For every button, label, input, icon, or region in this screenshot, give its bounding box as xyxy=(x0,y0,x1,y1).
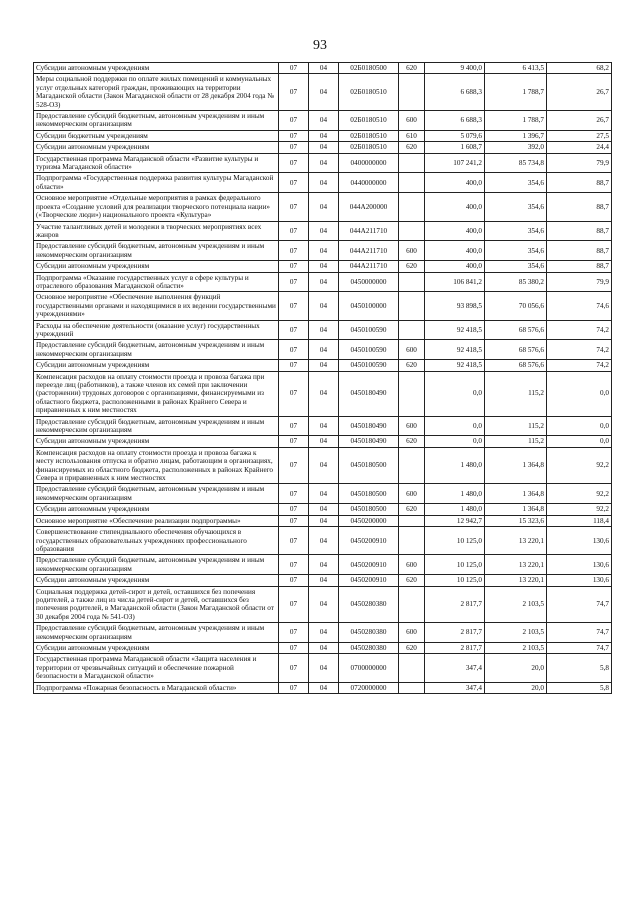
row-name: Субсидии автономным учреждениям xyxy=(34,436,279,447)
table-row xyxy=(34,575,612,586)
executed-amount: 115,2 xyxy=(485,436,547,447)
section-code: 07 xyxy=(279,193,309,221)
target-article-code: 0700000000 xyxy=(339,654,399,682)
executed-amount: 85 380,2 xyxy=(485,272,547,292)
executed-amount: 70 056,6 xyxy=(485,292,547,320)
section-code: 07 xyxy=(279,642,309,653)
planned-amount: 9 400,0 xyxy=(425,63,485,74)
row-name: Основное мероприятие «Обеспечение реализации подпрограммы» xyxy=(34,515,279,526)
executed-amount: 2 103,5 xyxy=(485,642,547,653)
row-name: Предоставление субсидий бюджетным, автономным учреждениям и иным некоммерческим организациям xyxy=(34,555,279,575)
table-row xyxy=(34,340,612,360)
table-row xyxy=(34,153,612,173)
section-code: 07 xyxy=(279,371,309,416)
execution-percent: 0,0 xyxy=(547,436,612,447)
subsection-code: 04 xyxy=(309,416,339,436)
execution-percent: 79,9 xyxy=(547,153,612,173)
row-name: Подпрограмма «Оказание государственных услуг в сфере культуры и отраслевого образования Магаданской области» xyxy=(34,272,279,292)
subsection-code: 04 xyxy=(309,130,339,141)
executed-amount: 354,6 xyxy=(485,221,547,241)
execution-percent: 5,8 xyxy=(547,682,612,693)
planned-amount: 107 241,2 xyxy=(425,153,485,173)
execution-percent: 88,7 xyxy=(547,261,612,272)
subsection-code: 04 xyxy=(309,272,339,292)
subsection-code: 04 xyxy=(309,74,339,111)
subsection-code: 04 xyxy=(309,292,339,320)
target-article-code: 02Б0180510 xyxy=(339,130,399,141)
table-row xyxy=(34,320,612,340)
row-name: Основное мероприятие «Отдельные мероприятия в рамках федерального проекта «Создание условий для реализации творческого потенциала нации» («Творческие люди») национального проекта «Культура» xyxy=(34,193,279,221)
execution-percent: 79,9 xyxy=(547,272,612,292)
section-code: 07 xyxy=(279,515,309,526)
execution-percent: 74,6 xyxy=(547,292,612,320)
table-row xyxy=(34,436,612,447)
section-code: 07 xyxy=(279,654,309,682)
planned-amount: 92 418,5 xyxy=(425,340,485,360)
section-code: 07 xyxy=(279,527,309,555)
planned-amount: 1 480,0 xyxy=(425,504,485,515)
target-article-code: 0450180490 xyxy=(339,371,399,416)
executed-amount: 1 364,8 xyxy=(485,504,547,515)
subsection-code: 04 xyxy=(309,371,339,416)
target-article-code: 02Б0180510 xyxy=(339,111,399,131)
planned-amount: 400,0 xyxy=(425,193,485,221)
table-row xyxy=(34,241,612,261)
execution-percent: 68,2 xyxy=(547,63,612,74)
execution-percent: 26,7 xyxy=(547,111,612,131)
subsection-code: 04 xyxy=(309,484,339,504)
expense-type-code xyxy=(399,272,425,292)
subsection-code: 04 xyxy=(309,682,339,693)
execution-percent: 24,4 xyxy=(547,142,612,153)
row-name: Компенсация расходов на оплату стоимости проезда и провоза багажа к месту использования отпуска и обратно лицам, работающим в организациях, финансируемых из областного бюджета, расположенных в районах Крайнего Севера и приравненных к ним местностях xyxy=(34,447,279,484)
row-name: Социальная поддержка детей-сирот и детей, оставшихся без попечения родителей, а также лиц из числа детей-сирот и детей, оставшихся без попечения родителей, в Магаданской области (Закон Магаданской области от 30 декабря 2004 года № 541-ОЗ) xyxy=(34,586,279,623)
execution-percent: 92,2 xyxy=(547,504,612,515)
expense-type-code: 620 xyxy=(399,142,425,153)
executed-amount: 1 364,8 xyxy=(485,484,547,504)
expense-type-code xyxy=(399,371,425,416)
expense-type-code xyxy=(399,74,425,111)
planned-amount: 0,0 xyxy=(425,371,485,416)
row-name: Субсидии бюджетным учреждениям xyxy=(34,130,279,141)
row-name: Участие талантливых детей и молодежи в творческих мероприятиях всех жанров xyxy=(34,221,279,241)
target-article-code: 0450100590 xyxy=(339,340,399,360)
expense-type-code xyxy=(399,527,425,555)
execution-percent: 74,2 xyxy=(547,320,612,340)
subsection-code: 04 xyxy=(309,642,339,653)
target-article-code: 0450180500 xyxy=(339,504,399,515)
section-code: 07 xyxy=(279,320,309,340)
target-article-code: 0450180500 xyxy=(339,484,399,504)
planned-amount: 92 418,5 xyxy=(425,360,485,371)
expense-type-code: 600 xyxy=(399,555,425,575)
section-code: 07 xyxy=(279,447,309,484)
executed-amount: 354,6 xyxy=(485,261,547,272)
planned-amount: 1 480,0 xyxy=(425,447,485,484)
execution-percent: 118,4 xyxy=(547,515,612,526)
expense-type-code: 600 xyxy=(399,340,425,360)
executed-amount: 20,0 xyxy=(485,654,547,682)
execution-percent: 88,7 xyxy=(547,193,612,221)
row-name: Субсидии автономным учреждениям xyxy=(34,642,279,653)
section-code: 07 xyxy=(279,292,309,320)
target-article-code: 044A211710 xyxy=(339,221,399,241)
subsection-code: 04 xyxy=(309,504,339,515)
subsection-code: 04 xyxy=(309,436,339,447)
subsection-code: 04 xyxy=(309,173,339,193)
target-article-code: 02Б0180510 xyxy=(339,142,399,153)
row-name: Предоставление субсидий бюджетным, автономным учреждениям и иным некоммерческим организациям xyxy=(34,111,279,131)
execution-percent: 88,7 xyxy=(547,221,612,241)
section-code: 07 xyxy=(279,586,309,623)
executed-amount: 6 413,5 xyxy=(485,63,547,74)
expense-type-code xyxy=(399,221,425,241)
target-article-code: 0450100590 xyxy=(339,320,399,340)
execution-percent: 74,2 xyxy=(547,340,612,360)
table-row xyxy=(34,74,612,111)
expense-type-code: 620 xyxy=(399,436,425,447)
planned-amount: 0,0 xyxy=(425,436,485,447)
planned-amount: 92 418,5 xyxy=(425,320,485,340)
planned-amount: 12 942,7 xyxy=(425,515,485,526)
expense-type-code: 600 xyxy=(399,484,425,504)
target-article-code: 0450200910 xyxy=(339,575,399,586)
executed-amount: 2 103,5 xyxy=(485,586,547,623)
subsection-code: 04 xyxy=(309,360,339,371)
subsection-code: 04 xyxy=(309,654,339,682)
planned-amount: 10 125,0 xyxy=(425,555,485,575)
target-article-code: 0450100590 xyxy=(339,360,399,371)
target-article-code: 044A211710 xyxy=(339,261,399,272)
target-article-code: 02Б0180500 xyxy=(339,63,399,74)
row-name: Субсидии автономным учреждениям xyxy=(34,142,279,153)
execution-percent: 26,7 xyxy=(547,74,612,111)
expense-type-code xyxy=(399,173,425,193)
executed-amount: 68 576,6 xyxy=(485,320,547,340)
executed-amount: 354,6 xyxy=(485,241,547,261)
section-code: 07 xyxy=(279,111,309,131)
expense-type-code: 620 xyxy=(399,504,425,515)
executed-amount: 1 396,7 xyxy=(485,130,547,141)
subsection-code: 04 xyxy=(309,527,339,555)
executed-amount: 68 576,6 xyxy=(485,340,547,360)
row-name: Субсидии автономным учреждениям xyxy=(34,261,279,272)
execution-percent: 88,7 xyxy=(547,173,612,193)
table-row xyxy=(34,527,612,555)
section-code: 07 xyxy=(279,575,309,586)
planned-amount: 347,4 xyxy=(425,682,485,693)
planned-amount: 400,0 xyxy=(425,221,485,241)
planned-amount: 6 688,3 xyxy=(425,74,485,111)
row-name: Государственная программа Магаданской области «Развитие культуры и туризма Магаданской области» xyxy=(34,153,279,173)
planned-amount: 0,0 xyxy=(425,416,485,436)
executed-amount: 1 788,7 xyxy=(485,74,547,111)
executed-amount: 115,2 xyxy=(485,416,547,436)
expense-type-code: 620 xyxy=(399,575,425,586)
section-code: 07 xyxy=(279,142,309,153)
target-article-code: 0450280380 xyxy=(339,642,399,653)
section-code: 07 xyxy=(279,623,309,643)
execution-percent: 92,2 xyxy=(547,447,612,484)
executed-amount: 13 220,1 xyxy=(485,575,547,586)
row-name: Подпрограмма «Пожарная безопасность в Магаданской области» xyxy=(34,682,279,693)
expense-type-code xyxy=(399,447,425,484)
subsection-code: 04 xyxy=(309,63,339,74)
section-code: 07 xyxy=(279,241,309,261)
expense-type-code: 620 xyxy=(399,63,425,74)
subsection-code: 04 xyxy=(309,555,339,575)
subsection-code: 04 xyxy=(309,340,339,360)
subsection-code: 04 xyxy=(309,221,339,241)
section-code: 07 xyxy=(279,221,309,241)
table-row xyxy=(34,142,612,153)
executed-amount: 115,2 xyxy=(485,371,547,416)
row-name: Предоставление субсидий бюджетным, автономным учреждениям и иным некоммерческим организациям xyxy=(34,241,279,261)
row-name: Предоставление субсидий бюджетным, автономным учреждениям и иным некоммерческим организациям xyxy=(34,340,279,360)
expense-type-code: 620 xyxy=(399,642,425,653)
expense-type-code: 610 xyxy=(399,130,425,141)
row-name: Совершенствование стипендиального обеспечения обучающихся в государственных образовательных учреждениях профессионального образования xyxy=(34,527,279,555)
target-article-code: 0450200000 xyxy=(339,515,399,526)
executed-amount: 13 220,1 xyxy=(485,555,547,575)
subsection-code: 04 xyxy=(309,142,339,153)
section-code: 07 xyxy=(279,340,309,360)
planned-amount: 5 079,6 xyxy=(425,130,485,141)
subsection-code: 04 xyxy=(309,153,339,173)
row-name: Предоставление субсидий бюджетным, автономным учреждениям и иным некоммерческим организациям xyxy=(34,623,279,643)
table-row xyxy=(34,623,612,643)
row-name: Субсидии автономным учреждениям xyxy=(34,575,279,586)
section-code: 07 xyxy=(279,63,309,74)
expense-type-code: 600 xyxy=(399,416,425,436)
expense-type-code xyxy=(399,320,425,340)
target-article-code: 0440000000 xyxy=(339,173,399,193)
table-row xyxy=(34,555,612,575)
executed-amount: 15 323,6 xyxy=(485,515,547,526)
expense-type-code: 600 xyxy=(399,623,425,643)
subsection-code: 04 xyxy=(309,111,339,131)
page-number: 93 xyxy=(313,38,327,53)
section-code: 07 xyxy=(279,153,309,173)
expense-type-code: 620 xyxy=(399,360,425,371)
budget-table xyxy=(33,62,612,694)
planned-amount: 2 817,7 xyxy=(425,623,485,643)
target-article-code: 0450200910 xyxy=(339,527,399,555)
planned-amount: 1 608,7 xyxy=(425,142,485,153)
table-row xyxy=(34,654,612,682)
row-name: Государственная программа Магаданской области «Защита населения и территории от чрезвычайных ситуаций и обеспечение пожарной безопасности в Магаданской области» xyxy=(34,654,279,682)
planned-amount: 6 688,3 xyxy=(425,111,485,131)
execution-percent: 74,7 xyxy=(547,623,612,643)
executed-amount: 68 576,6 xyxy=(485,360,547,371)
expense-type-code xyxy=(399,682,425,693)
executed-amount: 392,0 xyxy=(485,142,547,153)
executed-amount: 354,6 xyxy=(485,173,547,193)
execution-percent: 130,6 xyxy=(547,527,612,555)
executed-amount: 354,6 xyxy=(485,193,547,221)
section-code: 07 xyxy=(279,130,309,141)
table-row xyxy=(34,371,612,416)
table-row xyxy=(34,515,612,526)
row-name: Предоставление субсидий бюджетным, автономным учреждениям и иным некоммерческим организациям xyxy=(34,416,279,436)
execution-percent: 130,6 xyxy=(547,555,612,575)
target-article-code: 0450280380 xyxy=(339,623,399,643)
row-name: Основное мероприятие «Обеспечение выполнения функций государственными органами и находящимися в их ведении государственными учреждениями» xyxy=(34,292,279,320)
table-row xyxy=(34,261,612,272)
planned-amount: 2 817,7 xyxy=(425,642,485,653)
execution-percent: 74,7 xyxy=(547,586,612,623)
planned-amount: 400,0 xyxy=(425,261,485,272)
subsection-code: 04 xyxy=(309,193,339,221)
execution-percent: 0,0 xyxy=(547,371,612,416)
executed-amount: 2 103,5 xyxy=(485,623,547,643)
table-body xyxy=(34,63,612,694)
table-row xyxy=(34,111,612,131)
section-code: 07 xyxy=(279,416,309,436)
table-row xyxy=(34,504,612,515)
expense-type-code xyxy=(399,586,425,623)
target-article-code: 044A200000 xyxy=(339,193,399,221)
table-row xyxy=(34,292,612,320)
executed-amount: 85 734,8 xyxy=(485,153,547,173)
section-code: 07 xyxy=(279,173,309,193)
table-row xyxy=(34,484,612,504)
subsection-code: 04 xyxy=(309,586,339,623)
row-name: Субсидии автономным учреждениям xyxy=(34,360,279,371)
expense-type-code: 620 xyxy=(399,261,425,272)
planned-amount: 93 898,5 xyxy=(425,292,485,320)
subsection-code: 04 xyxy=(309,447,339,484)
section-code: 07 xyxy=(279,504,309,515)
planned-amount: 106 841,2 xyxy=(425,272,485,292)
target-article-code: 0450000000 xyxy=(339,272,399,292)
table-row xyxy=(34,193,612,221)
target-article-code: 0450200910 xyxy=(339,555,399,575)
executed-amount: 13 220,1 xyxy=(485,527,547,555)
execution-percent: 130,6 xyxy=(547,575,612,586)
section-code: 07 xyxy=(279,682,309,693)
expense-type-code: 600 xyxy=(399,111,425,131)
execution-percent: 88,7 xyxy=(547,241,612,261)
row-name: Меры социальной поддержки по оплате жилых помещений и коммунальных услуг отдельных категорий граждан, проживающих на территории Магаданской области (Закон Магаданской области от 28 декабря 2004 года № 528-ОЗ) xyxy=(34,74,279,111)
section-code: 07 xyxy=(279,360,309,371)
planned-amount: 10 125,0 xyxy=(425,575,485,586)
subsection-code: 04 xyxy=(309,261,339,272)
planned-amount: 10 125,0 xyxy=(425,527,485,555)
expense-type-code xyxy=(399,292,425,320)
executed-amount: 20,0 xyxy=(485,682,547,693)
row-name: Предоставление субсидий бюджетным, автономным учреждениям и иным некоммерческим организациям xyxy=(34,484,279,504)
expense-type-code xyxy=(399,193,425,221)
executed-amount: 1 788,7 xyxy=(485,111,547,131)
target-article-code: 0720000000 xyxy=(339,682,399,693)
execution-percent: 5,8 xyxy=(547,654,612,682)
section-code: 07 xyxy=(279,436,309,447)
expense-type-code xyxy=(399,654,425,682)
row-name: Подпрограмма «Государственная поддержка развития культуры Магаданской области» xyxy=(34,173,279,193)
executed-amount: 1 364,8 xyxy=(485,447,547,484)
table-row xyxy=(34,63,612,74)
expense-type-code: 600 xyxy=(399,241,425,261)
row-name: Субсидии автономным учреждениям xyxy=(34,63,279,74)
target-article-code: 02Б0180510 xyxy=(339,74,399,111)
subsection-code: 04 xyxy=(309,575,339,586)
table-row xyxy=(34,130,612,141)
expense-type-code xyxy=(399,153,425,173)
table-row xyxy=(34,173,612,193)
subsection-code: 04 xyxy=(309,515,339,526)
planned-amount: 347,4 xyxy=(425,654,485,682)
planned-amount: 2 817,7 xyxy=(425,586,485,623)
subsection-code: 04 xyxy=(309,241,339,261)
section-code: 07 xyxy=(279,261,309,272)
table-row xyxy=(34,447,612,484)
target-article-code: 044A211710 xyxy=(339,241,399,261)
table-row xyxy=(34,221,612,241)
planned-amount: 1 480,0 xyxy=(425,484,485,504)
row-name: Субсидии автономным учреждениям xyxy=(34,504,279,515)
table-row xyxy=(34,586,612,623)
planned-amount: 400,0 xyxy=(425,241,485,261)
planned-amount: 400,0 xyxy=(425,173,485,193)
section-code: 07 xyxy=(279,74,309,111)
table-row xyxy=(34,682,612,693)
section-code: 07 xyxy=(279,555,309,575)
target-article-code: 0450280380 xyxy=(339,586,399,623)
subsection-code: 04 xyxy=(309,623,339,643)
execution-percent: 27,5 xyxy=(547,130,612,141)
table-row xyxy=(34,416,612,436)
section-code: 07 xyxy=(279,272,309,292)
row-name: Компенсация расходов на оплату стоимости проезда и провоза багажа при переезде лиц (работников), а также членов их семей при заключении (расторжении) трудовых договоров с организациями, финансируемыми из областного бюджета, расположенными в районах Крайнего Севера и приравненных к ним местностях xyxy=(34,371,279,416)
expense-type-code xyxy=(399,515,425,526)
section-code: 07 xyxy=(279,484,309,504)
execution-percent: 0,0 xyxy=(547,416,612,436)
target-article-code: 0450180490 xyxy=(339,436,399,447)
execution-percent: 92,2 xyxy=(547,484,612,504)
target-article-code: 0450100000 xyxy=(339,292,399,320)
table-row xyxy=(34,642,612,653)
target-article-code: 0450180490 xyxy=(339,416,399,436)
table-row xyxy=(34,272,612,292)
subsection-code: 04 xyxy=(309,320,339,340)
target-article-code: 0450180500 xyxy=(339,447,399,484)
execution-percent: 74,7 xyxy=(547,642,612,653)
execution-percent: 74,2 xyxy=(547,360,612,371)
table-row xyxy=(34,360,612,371)
target-article-code: 0400000000 xyxy=(339,153,399,173)
row-name: Расходы на обеспечение деятельности (оказание услуг) государственных учреждений xyxy=(34,320,279,340)
